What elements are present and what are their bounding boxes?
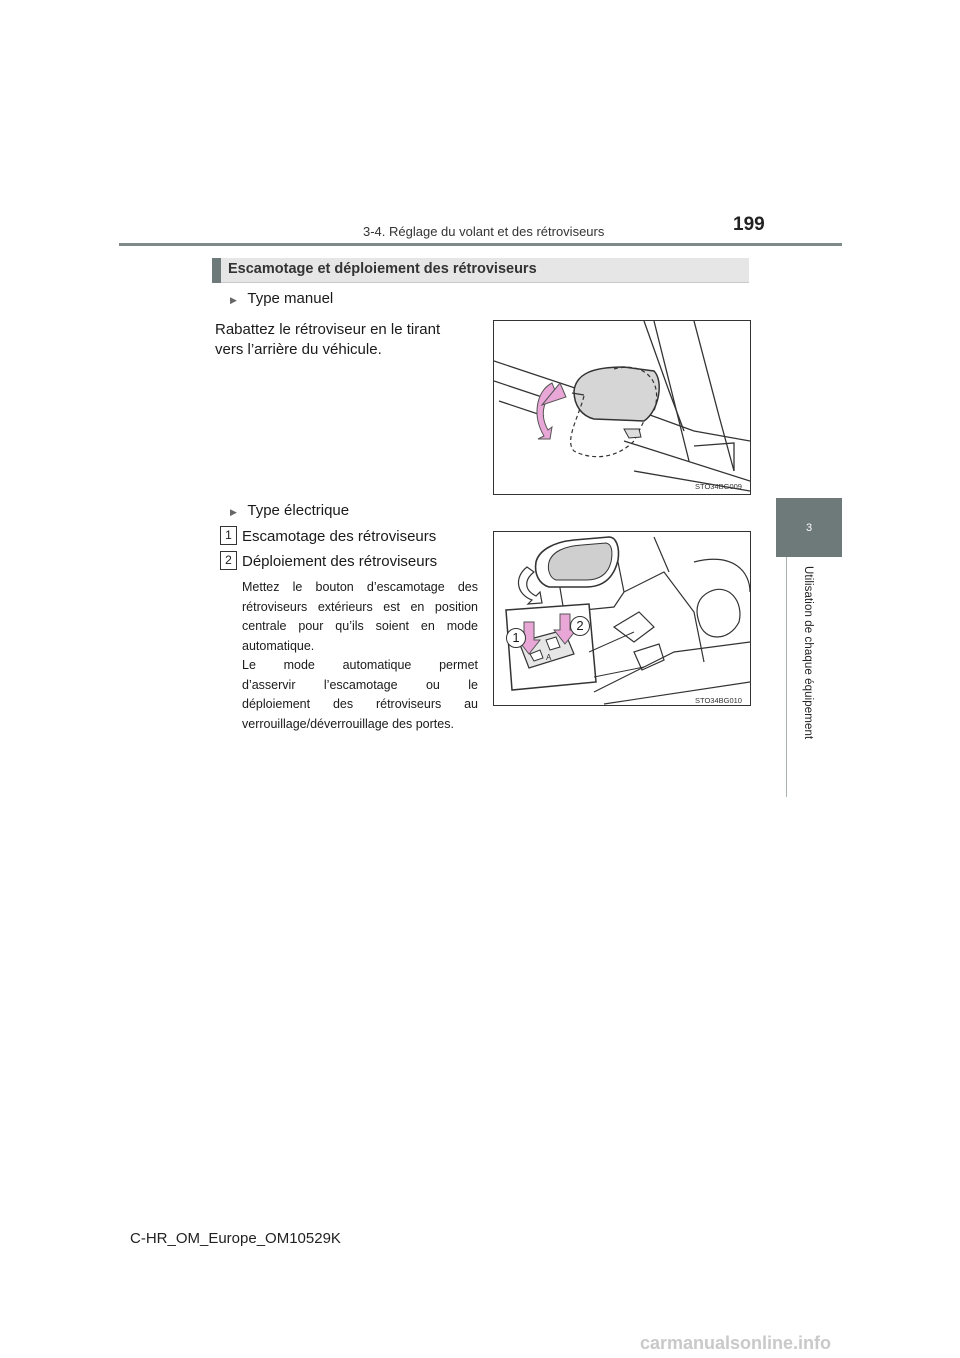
item-unfold-text: Déploiement des rétroviseurs <box>242 553 438 570</box>
note-line: déploiement des rétroviseurs au <box>242 697 478 711</box>
note-line: centrale pour qu’ils soient en mode <box>242 619 478 633</box>
manual-instruction-line-1: Rabattez le rétroviseur en le tirant <box>215 321 441 338</box>
note-line: verrouillage/déverrouillage des portes. <box>242 716 454 731</box>
switch-letter: A <box>546 653 552 662</box>
note-line: d’asservir l’escamotage ou le <box>242 677 478 692</box>
header-rule <box>119 243 842 246</box>
section-label: 3-4. Réglage du volant et des rétroviseurs <box>363 224 605 239</box>
triangle-bullet-icon: ▶ <box>230 507 237 517</box>
callout-2: 2 <box>570 616 590 636</box>
item-number-badge: 1 <box>220 526 237 545</box>
section-heading: Escamotage et déploiement des rétroviseurs <box>228 261 537 277</box>
note-line: rétroviseurs extérieurs est en position <box>242 599 478 614</box>
page-number: 199 <box>733 214 765 235</box>
watermark: carmanualsonline.info <box>640 1333 832 1353</box>
electric-mirror-drawing <box>494 532 750 705</box>
chapter-rule <box>786 557 787 797</box>
item-number-badge: 2 <box>220 551 237 570</box>
callout-1: 1 <box>506 628 526 648</box>
note-line: Mettez le bouton d’escamotage des <box>242 580 478 594</box>
electric-note <box>242 578 478 734</box>
chapter-number: 3 <box>805 521 813 534</box>
document-id: C-HR_OM_Europe_OM10529K <box>130 1230 341 1247</box>
note-line: automatique. <box>242 638 315 653</box>
manual-instruction-line-2: vers l’arrière du véhicule. <box>215 341 382 358</box>
item-fold-text: Escamotage des rétroviseurs <box>242 528 437 545</box>
electric-mirror-illustration <box>493 531 751 706</box>
chapter-title: Utilisation de chaque équipement <box>802 566 814 740</box>
manual-mirror-drawing <box>494 321 750 494</box>
electric-type-label: ▶ Type électrique <box>230 502 350 519</box>
note-line: Le mode automatique permet <box>242 658 478 672</box>
chapter-tab <box>776 498 842 557</box>
manual-mirror-illustration <box>493 320 751 495</box>
section-heading-accent <box>212 258 221 283</box>
figure-code-manual: STO34BG009 <box>695 482 742 491</box>
triangle-bullet-icon: ▶ <box>230 295 237 305</box>
manual-type-label: ▶ Type manuel <box>230 290 334 307</box>
figure-code-electric: STO34BG010 <box>695 696 742 705</box>
